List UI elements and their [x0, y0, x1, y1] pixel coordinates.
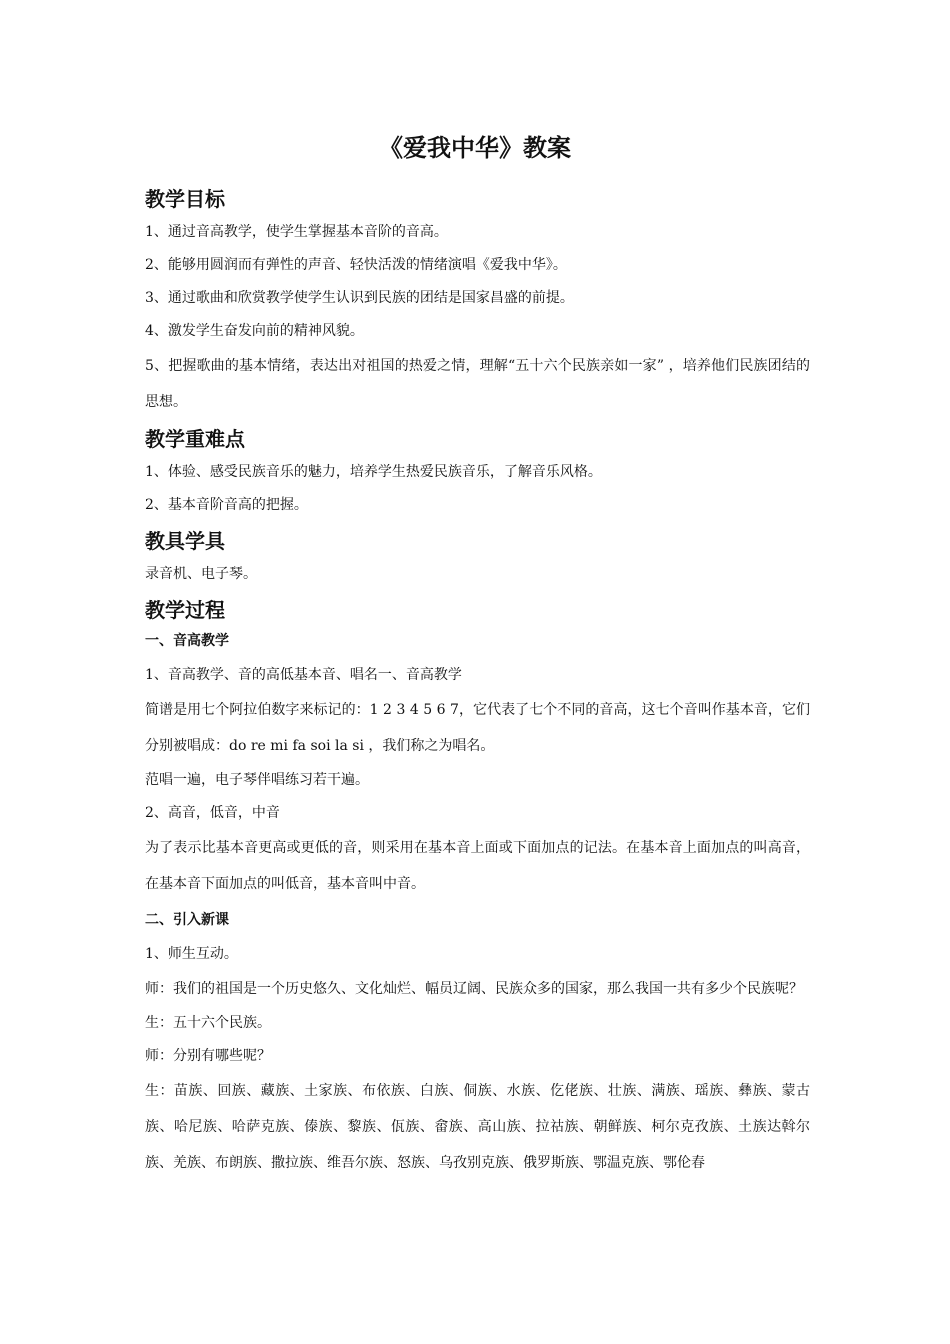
process-part2-item-3: 生：五十六个民族。 — [145, 1015, 271, 1031]
section-heading-objectives: 教学目标 — [145, 187, 225, 211]
objective-item-4: 4、激发学生奋发向前的精神风貌。 — [145, 323, 364, 339]
subheading-new-lesson: 二、引入新课 — [145, 912, 229, 928]
objective-item-3: 3、通过歌曲和欣赏教学使学生认识到民族的团结是国家昌盛的前提。 — [145, 290, 574, 306]
process-part1-item-5: 为了表示比基本音更高或更低的音，则采用在基本音上面或下面加点的记法。在基本音上面加点的叫高音，在基本音下面加点的叫低音，基本音叫中音。 — [145, 840, 810, 892]
process-part1-item-4: 2、高音，低音，中音 — [145, 805, 280, 821]
section-heading-tools: 教具学具 — [145, 529, 225, 553]
process-part1-item-1: 1、音高教学、音的高低基本音、唱名一、音高教学 — [145, 667, 462, 683]
process-part1-item-3: 范唱一遍，电子琴伴唱练习若干遍。 — [145, 772, 369, 788]
objective-item-5: 5、把握歌曲的基本情绪，表达出对祖国的热爱之情，理解“五十六个民族亲如一家” ，培养他们民族团结的思想。 — [145, 358, 810, 410]
document-title: 《爱我中华》教案 — [379, 134, 571, 162]
process-part2-item-1: 1、师生互动。 — [145, 946, 238, 962]
process-part2-item-2: 师：我们的祖国是一个历史悠久、文化灿烂、幅员辽阔、民族众多的国家，那么我国一共有多少个民族呢？ — [145, 981, 803, 997]
key-point-item-2: 2、基本音阶音高的把握。 — [145, 497, 308, 513]
process-part1-item-2: 简谱是用七个阿拉伯数字来标记的：1 2 3 4 5 6 7，它代表了七个不同的音高，这七个音叫作基本音，它们分别被唱成：do re mi fa soi la si ，我们称之为唱名。 — [145, 702, 810, 754]
subheading-pitch-teaching: 一、音高教学 — [145, 633, 229, 649]
document-body — [145, 180, 810, 1181]
section-heading-process: 教学过程 — [145, 598, 225, 622]
objective-item-2: 2、能够用圆润而有弹性的声音、轻快活泼的情绪演唱《爱我中华》。 — [145, 257, 567, 273]
tools-item-1: 录音机、电子琴。 — [145, 566, 257, 582]
objective-item-1: 1、通过音高教学，使学生掌握基本音阶的音高。 — [145, 224, 448, 240]
key-point-item-1: 1、体验、感受民族音乐的魅力，培养学生热爱民族音乐，了解音乐风格。 — [145, 464, 602, 480]
process-part2-item-4: 师：分别有哪些呢？ — [145, 1048, 271, 1064]
process-part2-item-5: 生：苗族、回族、藏族、土家族、布依族、白族、侗族、水族、仡佬族、壮族、满族、瑶族、彝族、蒙古族、哈尼族、哈萨克族、傣族、黎族、佤族、畲族、高山族、拉祜族、朝鲜族、柯尔克孜族、土族达斡尔族、羌族、布朗族、撒拉族、维吾尔族、怒族、乌孜别克族、俄罗斯族、鄂温克族、鄂伦春 — [145, 1083, 810, 1171]
section-heading-key-points: 教学重难点 — [145, 427, 245, 451]
